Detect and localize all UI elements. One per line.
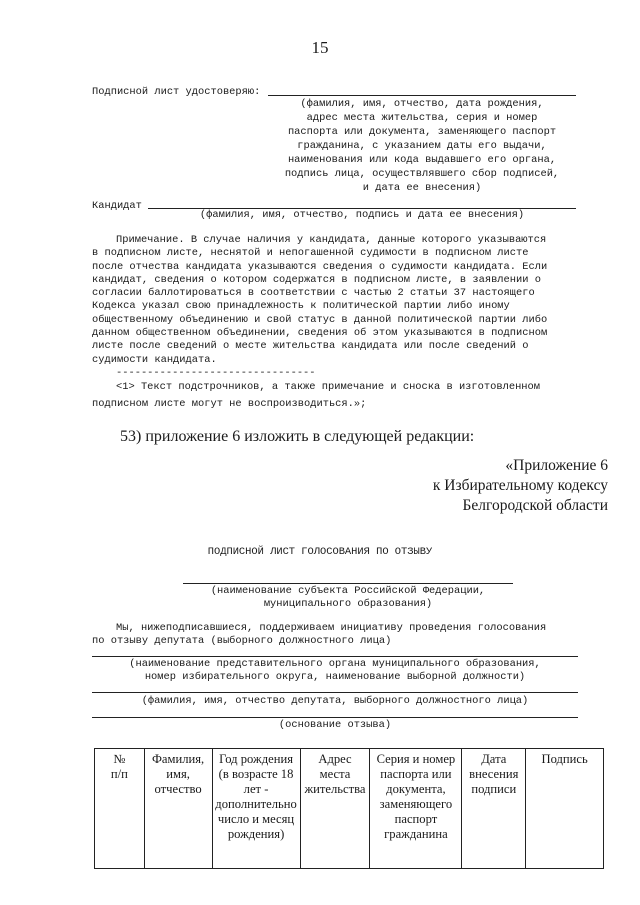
- certify-field-line: [268, 95, 576, 96]
- body-field-line: [92, 656, 578, 657]
- header-cell-birth-year: Год рождения (в возрасте 18 лет - дополнительно число и месяц рождения): [212, 749, 300, 869]
- page-number: 15: [311, 38, 329, 57]
- certify-label: Подписной лист удостоверяю:: [92, 86, 261, 98]
- deputy-caption: (фамилия, имя, отчество депутата, выборного должностного лица): [141, 695, 529, 707]
- footnote-separator: --------------------------------: [116, 367, 316, 379]
- header-cell-name: Фамилия, имя, отчество: [144, 749, 212, 869]
- header-cell-signature: Подпись: [526, 749, 604, 869]
- note-paragraph: Примечание. В случае наличия у кандидата, данные которого указываются в подписном листе, неснятой и непогашенной судимости в подписном листе после отчества кандидата указываются сведения о судимости кандидата. Если кандидат, сведения о котором содержатся в подписном листе, в заявлении о согласии баллотироваться в соответствии с частью 2 статьи 37 настоящего Кодекса указал свою принадлежность к политической партии либо иному общественному объединению и свой статус в данной политической партии либо данном общественном объединении, сведения об этом указываются в подписном листе после сведений о месте жительства кандидата или после сведений о судимости кандидата.: [92, 234, 548, 366]
- form-title: ПОДПИСНОЙ ЛИСТ ГОЛОСОВАНИЯ ПО ОТЗЫВУ: [207, 546, 433, 558]
- subject-caption: (наименование субъекта Российской Федерации, муниципального образования): [210, 585, 486, 610]
- candidate-caption: (фамилия, имя, отчество, подпись и дата ее внесения): [199, 209, 525, 221]
- candidate-label: Кандидат: [92, 200, 142, 212]
- header-cell-passport: Серия и номер паспорта или документа, заменяющего паспорт гражданина: [370, 749, 462, 869]
- footnote-text: <1> Текст подстрочников, а также примечание и сноска в изготовленном подписном листе могут не воспроизводиться.»;: [92, 381, 541, 410]
- table-header-row: [95, 749, 604, 869]
- signature-table: [94, 748, 604, 869]
- appendix-header: «Приложение 6 к Избирательному кодексу Белгородской области: [432, 457, 608, 514]
- amendment-text: 53) приложение 6 изложить в следующей редакции:: [120, 428, 475, 445]
- certify-caption: (фамилия, имя, отчество, дата рождения, адрес места жительства, серия и номер паспорта или документа, заменяющего паспорт гражданина, с указанием даты его выдачи, наименования или кода выдавшего его органа, подпись лица, осуществлявшего сбор подписей, и дата ее внесения): [284, 98, 560, 194]
- deputy-field-line: [92, 692, 578, 693]
- reason-field-line: [92, 717, 578, 718]
- body-caption: (наименование представительного органа муниципального образования, номер избирательного округа, наименование выборной должности): [129, 658, 541, 683]
- header-cell-date: Дата внесения подписи: [462, 749, 526, 869]
- subject-field-line: [183, 583, 513, 584]
- reason-caption: (основание отзыва): [278, 719, 392, 731]
- header-cell-number: № п/п: [95, 749, 145, 869]
- support-text: Мы, нижеподписавшиеся, поддерживаем инициативу проведения голосования по отзыву депутата (выборного должностного лица): [92, 622, 547, 647]
- header-cell-address: Адрес места жительства: [300, 749, 370, 869]
